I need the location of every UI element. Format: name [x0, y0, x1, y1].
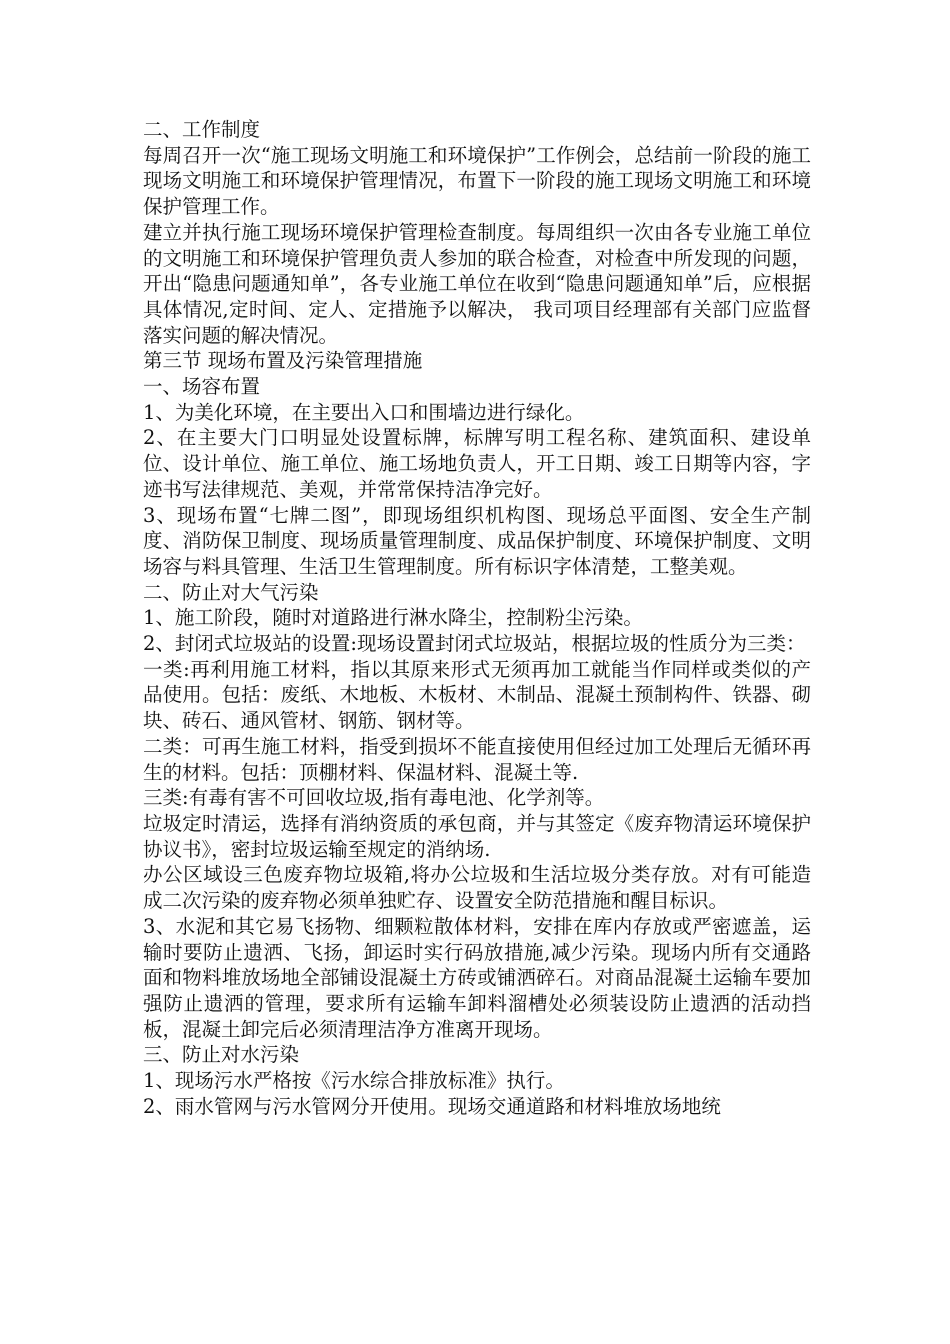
paragraph: 二类：可再生施工材料，指受到损坏不能直接使用但经过加工处理后无循环再生的材料。包括：顶棚材料、保温材料、混凝土等.: [143, 734, 811, 784]
paragraph: 建立并执行施工现场环境保护管理检查制度。每周组织一次由各专业施工单位的文明施工和环境保护管理负责人参加的联合检查，对检查中所发现的问题，开出“隐患问题通知单”，各专业施工单位在收到“隐患问题通知单”后，应根据具体情况,定时间、定人、定措施予以解决， 我司项目经理部有关部门应监督落实问题的解决情况。: [143, 220, 811, 347]
list-item: 1、施工阶段，随时对道路进行淋水降尘，控制粉尘污染。: [143, 606, 643, 630]
section-heading: 二、工作制度: [143, 118, 261, 141]
paragraph: 办公区域设三色废弃物垃圾箱,将办公垃圾和生活垃圾分类存放。对有可能造成二次污染的废弃物必须单独贮存、设置安全防范措施和醒目标识。: [143, 863, 811, 913]
list-item: 2、在主要大门口明显处设置标牌，标牌写明工程名称、建筑面积、建设单位、设计单位、施工单位、施工场地负责人，开工日期、竣工日期等内容，字迹书写法律规范、美观，并常常保持洁净完好。: [143, 426, 811, 501]
list-item: 3、水泥和其它易飞扬物、细颗粒散体材料，安排在库内存放或严密遮盖，运输时要防止遗洒、飞扬，卸运时实行码放措施,减少污染。现场内所有交通路面和物料堆放场地全部铺设混凝土方砖或铺洒碎石。对商品混凝土运输车要加强防止遗洒的管理，要求所有运输车卸料溜槽处必须装设防止遗洒的活动挡板，混凝土卸完后必须清理洁净方准离开现场。: [143, 914, 811, 1041]
paragraph: 垃圾定时清运，选择有消纳资质的承包商，并与其签定《废弃物清运环境保护协议书》，密封垃圾运输至规定的消纳场.: [143, 811, 811, 861]
list-item: 3、现场布置“七牌二图”，即现场组织机构图、现场总平面图、安全生产制度、消防保卫制度、现场质量管理制度、成品保护制度、环境保护制度、文明场容与料具管理、生活卫生管理制度。所有标识字体清楚，工整美观。: [143, 503, 811, 578]
list-item: 1、为美化环境，在主要出入口和围墙边进行绿化。: [143, 400, 585, 424]
paragraph: 一类:再利用施工材料，指以其原来形式无须再加工就能当作同样或类似的产品使用。包括：废纸、木地板、木板材、木制品、混凝土预制构件、铁器、砌块、砖石、通风管材、钢筋、钢材等。: [143, 657, 811, 733]
paragraph: 每周召开一次“施工现场文明施工和环境保护”工作例会，总结前一阶段的施工现场文明施工和环境保护管理情况，布置下一阶段的施工现场文明施工和环境保护管理工作。: [143, 143, 811, 219]
paragraph: 三类:有毒有害不可回收垃圾,指有毒电池、化学剂等。: [143, 786, 605, 810]
section-heading: 一、场容布置: [143, 375, 261, 399]
list-item: 1、现场污水严格按《污水综合排放标准》执行。: [143, 1069, 565, 1093]
list-item: 2、雨水管网与污水管网分开使用。现场交通道路和材料堆放场地统: [143, 1094, 721, 1118]
list-item: 2、封闭式垃圾站的设置:现场设置封闭式垃圾站，根据垃圾的性质分为三类：: [143, 632, 806, 656]
section-title: 第三节 现场布置及污染管理措施: [143, 349, 423, 373]
section-heading: 三、防止对水污染: [143, 1043, 300, 1067]
section-heading: 二、防止对大气污染: [143, 580, 319, 604]
document-page: [143, 117, 811, 1119]
